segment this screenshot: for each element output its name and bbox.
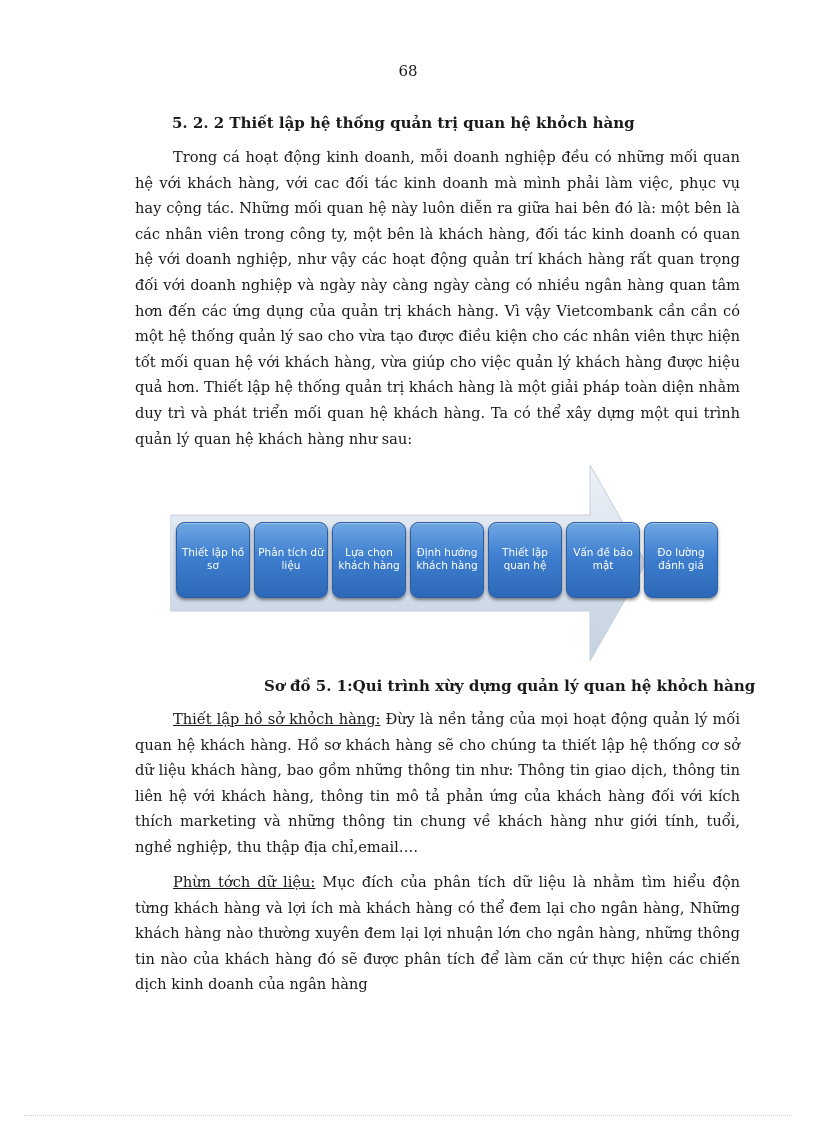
step-6-label: Vấn đề bảo mật (573, 547, 633, 572)
intro-paragraph (135, 145, 740, 452)
step-3-box (332, 522, 406, 598)
step-5-label: Thiết lập quan hệ (502, 547, 548, 572)
page-number: 68 (398, 62, 418, 80)
section-heading: 5. 2. 2 Thiết lập hệ thống quản trị quan hệ khỏch hàng (172, 114, 635, 132)
step-1-label: Thiết lập hồ sơ (181, 547, 245, 572)
profile-text: Đừy là nền tảng của mọi hoạt động quản lý mối quan hệ khách hàng. Hồ sơ khách hàng sẽ cho chúng ta thiết lập hệ thống cơ sở dữ liệu khách hàng, bao gồm những thông tin như: Thông tin giao dịch, thông tin liên hệ với khách hàng, thông tin mô tả phản ứng của khách hàng đối với kích thích marketing và những thông tin chung về khách hàng như giới tính, tuổi, nghề nghiệp, thu thập địa chỉ,email…. (135, 711, 740, 856)
step-7-label: Đo lường đánh giá (657, 547, 705, 572)
paragraph-data-analysis (135, 870, 740, 998)
analysis-text: Mục đích của phân tích dữ liệu là nhằm tìm hiểu độn từng khách hàng và lợi ích mà khách hàng có thể đem lại cho ngân hàng, Những khách hàng nào thường xuyên đem lại lợi nhuận lớn cho ngân hàng, những thông tin nào của khách hàng đó sẽ được phân tích để làm căn cứ thực hiện các chiến dịch kinh doanh của ngân hàng (135, 874, 741, 994)
step-7-box (644, 522, 718, 598)
step-4-box (410, 522, 484, 598)
step-4-label: Định hướng khách hàng (416, 547, 478, 572)
step-3-label: Lựa chọn khách hàng (338, 547, 400, 572)
step-2-box (254, 522, 328, 598)
paragraph-customer-profile (135, 707, 740, 861)
process-diagram (170, 465, 722, 661)
step-5-box (488, 522, 562, 598)
step-1-box (176, 522, 250, 598)
step-2-label: Phân tích dữ liệu (258, 547, 324, 572)
page-footer-divider (24, 1115, 792, 1116)
profile-term: Thiết lập hồ sở khỏch hàng: (173, 711, 381, 728)
diagram-caption: Sơ đồ 5. 1:Qui trình xừy dựng quản lý quan hệ khỏch hàng (264, 677, 756, 695)
intro-text: Trong cá hoạt động kinh doanh, mỗi doanh nghiệp đều có những mối quan hệ với khách hàng, với cac đối tác kinh doanh mà mình phải làm việc, phục vụ hay cộng tác. Những mối quan hệ này luôn diễn ra giữa hai bên đó là: một bên là các nhân viên trong công ty, một bên là khách hàng, đối tác kinh doanh có quan hệ với doanh nghiệp, như vậy các hoạt động quản trí khách hàng rất quan trọng đối với doanh nghiệp và ngày này càng ngày càng có nhiều ngân hàng quan tâm hơn đến các ứng dụng của quản trị khách hàng. Vì vậy Vietcombank cần cần có một hệ thống quản lý sao cho vừa tạo được điều kiện cho các nhân viên thực hiện tốt mối quan hệ với khách hàng, vừa giúp cho việc quản lý khách hàng được hiệu quả hơn. Thiết lập hệ thống quản trị khách hàng là một giải pháp toàn diện nhằm duy trì và phát triển mối quan hệ khách hàng. Ta có thể xây dựng một qui trình quản lý quan hệ khách hàng như sau: (135, 149, 740, 448)
step-6-box (566, 522, 640, 598)
analysis-term: Phừn tớch dữ liệu: (173, 874, 316, 891)
